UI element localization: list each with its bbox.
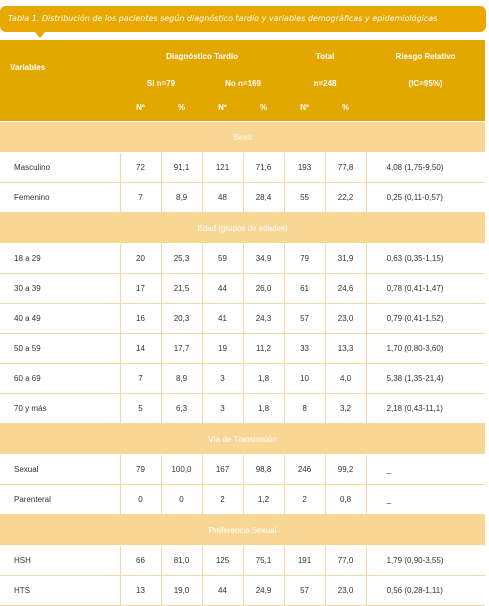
section-title: Vía de Transmisión <box>0 424 485 455</box>
section-title: Edad (grupos de edades) <box>0 213 485 244</box>
table-row <box>0 334 485 364</box>
total-count: 57 <box>284 576 325 606</box>
total-percent: 22,2 <box>325 183 366 213</box>
relative-risk: 2,18 (0,43-11,1) <box>366 394 485 424</box>
relative-risk: _ <box>366 485 485 515</box>
no-percent: 1,8 <box>243 394 284 424</box>
no-count: 3 <box>202 394 243 424</box>
header-diagnostico: Diagnóstico Tardío <box>120 40 284 72</box>
no-count: 2 <box>202 485 243 515</box>
section-title: Sexo <box>0 122 485 153</box>
row-label: Sexual <box>0 455 120 485</box>
row-label: 30 a 39 <box>0 274 120 304</box>
total-percent: 99,2 <box>325 455 366 485</box>
header-no-n: Nº <box>202 94 243 122</box>
header-no: No n=169 <box>202 72 284 94</box>
row-label: HSH <box>0 546 120 576</box>
header-ic: (IC=95%) <box>366 72 485 94</box>
header-blank <box>0 94 120 122</box>
si-count: 5 <box>120 394 161 424</box>
si-count: 16 <box>120 304 161 334</box>
header-si: Si n=79 <box>120 72 202 94</box>
table-row <box>0 455 485 485</box>
si-percent: 25,3 <box>161 244 202 274</box>
si-count: 13 <box>120 576 161 606</box>
relative-risk: 0,56 (0,28-1,11) <box>366 576 485 606</box>
total-count: 8 <box>284 394 325 424</box>
table-row <box>0 394 485 424</box>
table-row <box>0 274 485 304</box>
no-count: 3 <box>202 364 243 394</box>
no-percent: 34,9 <box>243 244 284 274</box>
no-percent: 75,1 <box>243 546 284 576</box>
no-count: 48 <box>202 183 243 213</box>
row-label: 70 y más <box>0 394 120 424</box>
header-rr-blank <box>366 94 485 122</box>
si-count: 79 <box>120 455 161 485</box>
si-percent: 100,0 <box>161 455 202 485</box>
si-percent: 20,3 <box>161 304 202 334</box>
relative-risk: _ <box>366 455 485 485</box>
total-count: 193 <box>284 153 325 183</box>
header-variables: Variables <box>0 40 120 94</box>
row-label: HTS <box>0 576 120 606</box>
header-total <box>284 40 366 72</box>
row-label: 60 a 69 <box>0 364 120 394</box>
no-percent: 28,4 <box>243 183 284 213</box>
header-no-pct: % <box>243 94 284 122</box>
si-count: 7 <box>120 364 161 394</box>
no-percent: 1,2 <box>243 485 284 515</box>
table-body <box>0 122 485 606</box>
row-label: 40 a 49 <box>0 304 120 334</box>
table-row <box>0 304 485 334</box>
no-count: 167 <box>202 455 243 485</box>
no-percent: 1,8 <box>243 364 284 394</box>
total-count: 61 <box>284 274 325 304</box>
header-tot-pct: % <box>325 94 366 122</box>
data-table <box>0 40 485 606</box>
si-percent: 81,0 <box>161 546 202 576</box>
no-count: 59 <box>202 244 243 274</box>
total-count: 57 <box>284 304 325 334</box>
no-percent: 11,2 <box>243 334 284 364</box>
section-header-row <box>0 515 485 546</box>
relative-risk: 0,78 (0,41-1,47) <box>366 274 485 304</box>
si-percent: 21,5 <box>161 274 202 304</box>
no-count: 44 <box>202 274 243 304</box>
si-percent: 6,3 <box>161 394 202 424</box>
total-percent: 4,0 <box>325 364 366 394</box>
section-header-row <box>0 424 485 455</box>
header-riesgo-label: Riesgo Relativo <box>395 51 456 61</box>
si-count: 17 <box>120 274 161 304</box>
si-percent: 0 <box>161 485 202 515</box>
no-count: 41 <box>202 304 243 334</box>
si-percent: 17,7 <box>161 334 202 364</box>
si-percent: 19,0 <box>161 576 202 606</box>
si-count: 0 <box>120 485 161 515</box>
si-percent: 8,9 <box>161 364 202 394</box>
no-percent: 24,3 <box>243 304 284 334</box>
si-count: 20 <box>120 244 161 274</box>
row-label: Masculino <box>0 153 120 183</box>
total-percent: 24,6 <box>325 274 366 304</box>
total-count: 2 <box>284 485 325 515</box>
no-percent: 24,9 <box>243 576 284 606</box>
no-count: 121 <box>202 153 243 183</box>
table-row <box>0 364 485 394</box>
header-si-n: Nº <box>120 94 161 122</box>
table-title: Tabla 1. Distribución de los pacientes según diagnóstico tardío y variables demográficas y epidemiológicas <box>0 6 486 32</box>
relative-risk: 1,70 (0,80-3,60) <box>366 334 485 364</box>
table-row <box>0 183 485 213</box>
total-percent: 3,2 <box>325 394 366 424</box>
total-count: 246 <box>284 455 325 485</box>
table-row <box>0 546 485 576</box>
no-count: 44 <box>202 576 243 606</box>
relative-risk: 0,79 (0,41-1,52) <box>366 304 485 334</box>
section-header-row <box>0 122 485 153</box>
total-count: 33 <box>284 334 325 364</box>
table-row <box>0 244 485 274</box>
relative-risk: 0,25 (0,11-0,57) <box>366 183 485 213</box>
total-count: 191 <box>284 546 325 576</box>
header-riesgo <box>366 40 485 72</box>
section-title: Preferencia Sexual <box>0 515 485 546</box>
header-si-pct: % <box>161 94 202 122</box>
si-count: 7 <box>120 183 161 213</box>
relative-risk: 4,08 (1,75-9,50) <box>366 153 485 183</box>
no-count: 19 <box>202 334 243 364</box>
total-percent: 77,8 <box>325 153 366 183</box>
si-count: 72 <box>120 153 161 183</box>
total-percent: 77,0 <box>325 546 366 576</box>
si-count: 14 <box>120 334 161 364</box>
row-label: 50 a 59 <box>0 334 120 364</box>
si-count: 66 <box>120 546 161 576</box>
relative-risk: 1,79 (0,90-3,55) <box>366 546 485 576</box>
si-percent: 8,9 <box>161 183 202 213</box>
row-label: Femenino <box>0 183 120 213</box>
total-percent: 23,0 <box>325 304 366 334</box>
section-header-row <box>0 213 485 244</box>
row-label: Parenteral <box>0 485 120 515</box>
table-row <box>0 153 485 183</box>
total-percent: 0,8 <box>325 485 366 515</box>
no-percent: 71,6 <box>243 153 284 183</box>
relative-risk: 0,63 (0,35-1,15) <box>366 244 485 274</box>
header-total-label: Total <box>315 51 335 61</box>
total-percent: 13,3 <box>325 334 366 364</box>
no-percent: 98,8 <box>243 455 284 485</box>
row-label: 18 a 29 <box>0 244 120 274</box>
total-count: 55 <box>284 183 325 213</box>
si-percent: 91,1 <box>161 153 202 183</box>
total-percent: 23,0 <box>325 576 366 606</box>
header-tot-n: Nº <box>284 94 325 122</box>
header-total-n: n=248 <box>284 72 366 94</box>
total-percent: 31,9 <box>325 244 366 274</box>
relative-risk: 5,38 (1,35-21,4) <box>366 364 485 394</box>
total-count: 10 <box>284 364 325 394</box>
caption-pointer <box>34 31 46 38</box>
table-caption <box>0 0 489 40</box>
no-count: 125 <box>202 546 243 576</box>
no-percent: 26,0 <box>243 274 284 304</box>
table-row <box>0 576 485 606</box>
table-row <box>0 485 485 515</box>
total-count: 79 <box>284 244 325 274</box>
